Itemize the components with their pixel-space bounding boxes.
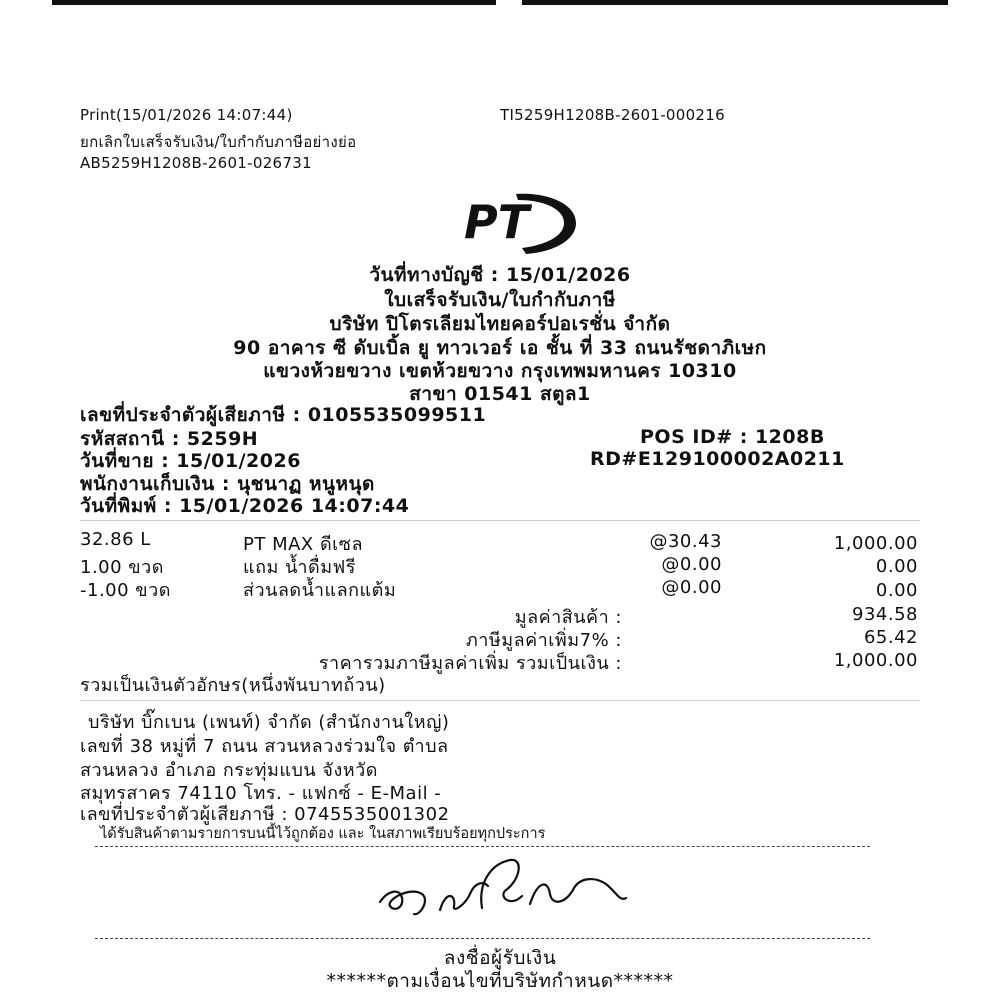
branch: สาขา 01541 สตูล1 <box>409 383 591 405</box>
account-date: วันที่ทางบัญชี : 15/01/2026 <box>369 264 631 286</box>
print-timestamp: Print(15/01/2026 14:07:44) <box>80 106 293 124</box>
pt-logo <box>458 190 580 256</box>
item-unit-price: @30.43 <box>649 531 722 552</box>
cashier: พนักงานเก็บเงิน : นุชนาฏ หนูหนุด <box>80 473 375 495</box>
company-address-line1: 90 อาคาร ซี ดับเบิ้ล ยู ทาวเวอร์ เอ ชั้น ที่ 33 ถนนรัชดาภิเษก <box>233 337 767 359</box>
amount-in-words: รวมเป็นเงินตัวอักษร(หนึ่งพันบาทถ้วน) <box>80 675 386 696</box>
company-address-line2: แขวงห้วยขวาง เขตห้วยขวาง กรุงเทพมหานคร 10310 <box>263 360 737 382</box>
reference-number: TI5259H1208B-2601-000216 <box>500 106 725 124</box>
item-qty: 32.86 L <box>80 529 151 550</box>
print-date: วันที่พิมพ์ : 15/01/2026 14:07:44 <box>80 495 410 517</box>
vat-label: ภาษีมูลค่าเพิ่ม7% : <box>465 630 622 651</box>
customer-address-line3: สมุทรสาคร 74110 โทร. - แฟกซ์ - E-Mail - <box>80 783 442 804</box>
receiver-signature-label: ลงชื่อผู้รับเงิน <box>443 947 557 969</box>
receipt-top-edge-left <box>52 0 496 5</box>
dashed-divider <box>95 846 870 847</box>
company-name: บริษัท ปิโตรเลียมไทยคอร์ปอเรชั่น จำกัด <box>329 313 671 335</box>
item-amount: 0.00 <box>875 580 918 601</box>
pos-id: POS ID# : 1208B <box>640 426 825 448</box>
item-amount: 0.00 <box>875 556 918 577</box>
item-unit-price: @0.00 <box>661 577 722 598</box>
vat-value: 65.42 <box>863 627 918 648</box>
item-description: ส่วนลดน้ำแลกแต้ม <box>243 580 397 601</box>
item-qty: -1.00 ขวด <box>80 580 171 601</box>
customer-address-line1: เลขที่ 38 หมู่ที่ 7 ถนน สวนหลวงร่วมใจ ตำบล <box>80 736 449 757</box>
customer-name: บริษัท บิ๊กเบน (เพนท์) จำกัด (สำนักงานใหญ่) <box>88 712 450 733</box>
sale-date: วันที่ขาย : 15/01/2026 <box>80 450 301 472</box>
logo-text: PT <box>464 195 530 249</box>
rd-number: RD#E129100002A0211 <box>590 448 845 470</box>
receipt-top-edge-right <box>522 0 948 5</box>
grand-total-label: ราคารวมภาษีมูลค่าเพิ่ม รวมเป็นเงิน : <box>318 653 622 674</box>
handwritten-signature <box>370 850 640 930</box>
received-goods-note: ได้รับสินค้าตามรายการบนนี้ไว้ถูกต้อง และ ในสภาพเรียบร้อยทุกประการ <box>100 826 546 842</box>
document-number: AB5259H1208B-2601-026731 <box>80 154 312 172</box>
grand-total-value: 1,000.00 <box>833 650 918 671</box>
customer-address-line2: สวนหลวง อำเภอ กระทุ่มแบน จังหวัด <box>80 760 378 781</box>
terms-note: ******ตามเงื่อนไขที่บริษัทกำหนด****** <box>326 970 674 992</box>
station-code: รหัสสถานี : 5259H <box>80 428 259 450</box>
cancel-note: ยกเลิกใบเสร็จรับเงิน/ใบกำกับภาษีอย่างย่อ <box>80 133 357 151</box>
item-unit-price: @0.00 <box>661 554 722 575</box>
item-description: PT MAX ดีเซล <box>243 534 364 555</box>
divider <box>80 520 920 521</box>
subtotal-value: 934.58 <box>852 604 918 625</box>
item-description: แถม น้ำดื่มฟรี <box>243 557 356 578</box>
company-tax-id: เลขที่ประจำตัวผู้เสียภาษี : 0105535099511 <box>80 404 487 426</box>
document-title: ใบเสร็จรับเงิน/ใบกำกับภาษี <box>384 289 616 311</box>
divider <box>80 700 920 701</box>
subtotal-label: มูลค่าสินค้า : <box>514 607 622 628</box>
item-qty: 1.00 ขวด <box>80 557 164 578</box>
customer-tax-id: เลขที่ประจำตัวผู้เสียภาษี : 0745535001302 <box>80 804 450 825</box>
item-amount: 1,000.00 <box>833 533 918 554</box>
dashed-divider <box>95 938 870 939</box>
